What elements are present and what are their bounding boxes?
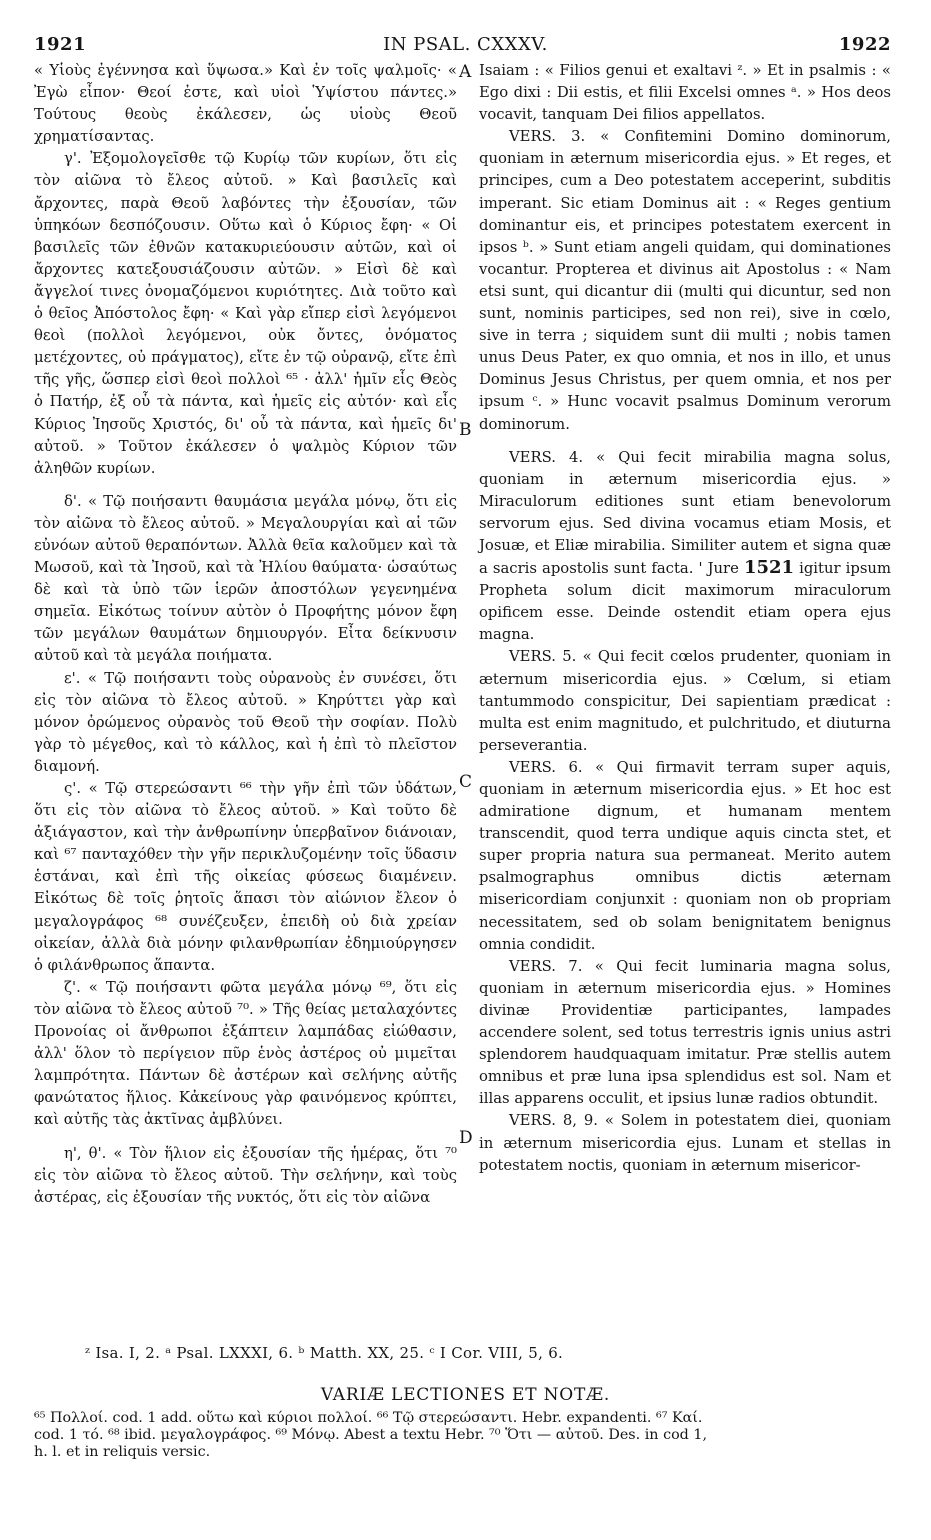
latin-paragraph-4: VERS. 5. « Qui fecit cœlos prudenter, quoniam in æternum misericordia ejus. » Cœlum, si etiam tantummodo conspicitur, Dei sapientiam prædicat : multa est enim magnitudo, et pulchritudo, et diuturna perseverantia. [479,648,891,754]
latin-column [479,60,891,1177]
latin-paragraph-3b: igitur ipsum Propheta solum dicit maximorum miraculorum opificem esse. Deinde ostendit etiam opera ejus magna. [479,560,891,644]
greek-paragraph-4: ε'. « Τῷ ποιήσαντι τοὺς οὐρανοὺς ἐν συνέσει, ὅτι εἰς τὸν αἰῶνα τὸ ἔλεος αὐτοῦ. » Κηρύττει γὰρ καὶ μόνον ὁρώμενος οὐρανὸς τοῦ Θεοῦ τὴν σοφίαν. Πολὺ γὰρ τὸ μέγεθος, καὶ τὸ κάλλος, καὶ ἡ ἐπὶ τὸ πλεῖστον διαμονή. [34,669,457,775]
greek-column [34,60,457,1209]
variae-lectiones-heading: VARIÆ LECTIONES ET NOTÆ. [320,1385,611,1405]
greek-paragraph-6: ζ'. « Τῷ ποιήσαντι φῶτα μεγάλα μόνῳ ⁶⁹, ὅτι εἰς τὸν αἰῶνα τὸ ἔλεος αὐτοῦ ⁷⁰. » Τῆς θείας μεταλαχόντες Προνοίας οἱ ἄνθρωποι ἐξάπτειν λαμπάδας εἰώθασιν, ἀλλ' ὅλον τὸ περίγειον πῦρ ἑνὸς ἀστέρος οὐ μιμεῖται λαμπρότητα. Πάντων δὲ ἀστέρων καὶ σελήνης αὐτῆς φανώτατος ἥλιος. Κἀκείνους γὰρ φαινόμενος κρύπτει, καὶ αὐτῆς τὰς ἀκτῖνας ἀμβλύνει. [34,978,457,1129]
latin-paragraph-7: VERS. 8, 9. « Solem in potestatem diei, quoniam in æternum misericordia ejus. Lunam et stellas in potestatem noctis, quoniam in æternum misericor- [479,1112,891,1174]
greek-paragraph-7: η', θ'. « Τὸν ἥλιον εἰς ἐξουσίαν τῆς ἡμέρας, ὅτι ⁷⁰ εἰς τὸν αἰῶνα τὸ ἔλεος αὐτοῦ. Τὴν σελήνην, καὶ τοὺς ἀστέρας, εἰς ἐξουσίαν τῆς νυκτός, ὅτι εἰς τὸν αἰῶνα [34,1144,457,1206]
greek-paragraph-1: « Υἱοὺς ἐγέννησα καὶ ὕψωσα.» Καὶ ἐν τοῖς ψαλμοῖς· « Ἐγὼ εἶπον· Θεοί ἐστε, καὶ υἱοὶ Ὑψίστου πάντες.» Τούτους θεοὺς ἐκάλεσεν, ὡς υἱοὺς Θεοῦ χρηματίσαντας. [34,62,457,146]
greek-paragraph-3: δ'. « Τῷ ποιήσαντι θαυμάσια μεγάλα μόνῳ, ὅτι εἰς τὸν αἰῶνα τὸ ἔλεος αὐτοῦ. » Μεγαλουργίαι καὶ αἱ τῶν εὐνόων αὐτοῦ θεραπόντων. Ἀλλὰ θεῖα καλοῦμεν καὶ τὰ Μωσοῦ, καὶ τὰ Ἰησοῦ, καὶ τὰ Ἠλίου θαύματα· ὡσαύτως δὲ καὶ τὰ ὑπὸ τῶν ἱερῶν ἀποστόλων γεγενημένα σημεῖα. Εἰκότως τοίνυν αὐτὸν ὁ Προφήτης μόνον ἔφη τῶν μεγάλων θαυμάτων δημιουργόν. Εἶτα δείκνυσιν αὐτοῦ καὶ τὰ μεγάλα ποιήματα. [34,492,457,665]
notes-line-3: h. l. et in reliquis versic. [34,1444,211,1460]
latin-paragraph-5: VERS. 6. « Qui firmavit terram super aquis, quoniam in æternum misericordia ejus. » Et hoc est admiratione dignum, et humanam mentem transcendit, quod terra undique aquis cincta stet, et super propria natura sua permaneat. Merito autem psalmographus omnibus dictis æternam misericordiam conjunxit : quoniam non ob propriam necessitatem, sed ob solam benignitatem benignus omnia condidit. [479,758,891,953]
greek-paragraph-5: ς'. « Τῷ στερεώσαντι ⁶⁶ τὴν γῆν ἐπὶ τῶν ὑδάτων, ὅτι εἰς τὸν αἰῶνα τὸ ἔλεος αὐτοῦ. » Καὶ τοῦτο δὲ ἀξιάγαστον, καὶ τὴν ἀνθρωπίνην ὑπερβαῖνον διάνοιαν, καὶ ⁶⁷ πανταχόθεν τὴν γῆν περικλυζομένην τοῖς ὕδασιν ἑστάναι, καὶ ἐπὶ τῆς οἰκείας φύσεως διαμένειν. Εἰκότως δὲ τοῖς ῥητοῖς ἅπασι τὸν αἰώνιον ἔλεον ὁ μεγαλογράφος ⁶⁸ συνέζευξεν, ἐπειδὴ οὐ διὰ χρείαν οἰκείαν, ἀλλὰ διὰ μόνην φιλανθρωπίαν ἐδημιούργησεν ὁ φιλάνθρωπος ἅπαντα. [34,780,457,974]
latin-paragraph-3 [479,447,891,647]
old-column-number: 1521 [743,557,795,579]
variae-lectiones-notes [34,1410,891,1461]
column-number-right: 1922 [838,34,891,55]
column-number-left: 1921 [34,34,87,55]
latin-paragraph-2: VERS. 3. « Confitemini Domino dominorum, quoniam in æternum misericordia ejus. » Et reges, et principes, cum a Deo potestatem acceperint, subditis imperant. Sic etiam Dominus ait : « Reges gentium dominantur eis, et principes potestatem exercent in ipsos ᵇ. » Sunt etiam angeli quidam, qui dominationes vocantur. Propterea et divinus ait Apostolus : « Nam etsi sunt, qui dicantur dii (multi qui dicuntur, sed non sunt, nominis participes, sed non rei), sive in cœlo, sive in terra ; siquidem sunt dii multi ; nobis tamen unus Deus Pater, ex quo omnia, et nos in illo, et unus Dominus Jesus Christus, per quem omnia, et nos per ipsum ᶜ. » Hunc vocavit psalmus Dominum verorum dominorum. [479,128,891,433]
margin-letter-b: B [459,420,472,440]
latin-paragraph-1: Isaiam : « Filios genui et exaltavi ᶻ. » Et in psalmis : « Ego dixi : Dii estis, et filii Excelsi omnes ᵃ. » Hos deos vocavit, tanquam Dei filios appellatos. [479,62,891,124]
running-title: IN PSAL. CXXXV. [383,34,548,55]
scripture-footnotes: ᶻ Isa. I, 2. ᵃ Psal. LXXXI, 6. ᵇ Matth. XX, 25. ᶜ I Cor. VIII, 5, 6. [85,1344,564,1362]
latin-paragraph-3a: VERS. 4. « Qui fecit mirabilia magna solus, quoniam in æternum misericordia ejus. » Miraculorum editiones sunt etiam benevolorum servorum ejus. Sed divina vocamus etiam Mosis, et Josuæ, et Eliæ mirabilia. Similiter autem et signa quæ a sacris apostolis sunt facta. ' Jure [479,448,891,578]
margin-letter-c: C [459,772,473,792]
greek-paragraph-2: γ'. Ἐξομολογεῖσθε τῷ Κυρίῳ τῶν κυρίων, ὅτι εἰς τὸν αἰῶνα τὸ ἔλεος αὐτοῦ. » Καὶ βασιλεῖς καὶ ἄρχοντες, παρὰ Θεοῦ λαβόντες τὴν ἐξουσίαν, τῶν ὑπηκόων δεσπόζουσιν. Οὕτω καὶ ὁ Κύριος ἔφη· « Οἱ βασιλεῖς τῶν ἐθνῶν κατακυριεύουσιν αὐτῶν, καὶ οἱ ἄρχοντες κατεξουσιάζουσιν αὐτῶν. » Εἰσὶ δὲ καὶ ἄγγελοί τινες ὀνομαζόμενοι κυριότητες. Διὰ τοῦτο καὶ ὁ θεῖος Ἀπόστολος ἔφη· « Καὶ γὰρ εἴπερ εἰσὶ λεγόμενοι θεοὶ (πολλοὶ λεγόμενοι, οὐκ ὄντες, ὀνόματος μετέχοντες, οὐ πράγματος), εἴτε ἐν τῷ οὐρανῷ, εἴτε ἐπὶ τῆς γῆς, ὥσπερ εἰσὶ θεοὶ πολλοὶ ⁶⁵ · ἀλλ' ἡμῖν εἷς Θεὸς ὁ Πατήρ, ἐξ οὗ τὰ πάντα, καὶ ἡμεῖς εἰς αὐτόν· καὶ εἷς Κύριος Ἰησοῦς Χριστός, δι' οὗ τὰ πάντα, καὶ ἡμεῖς δι' αὐτοῦ. » Τοῦτον ἐκάλεσεν ὁ ψαλμὸς Κύριον τῶν ἀληθῶν κυρίων. [34,150,457,477]
notes-line-1: ⁶⁵ Πολλοί. cod. 1 add. οὕτω καὶ κύριοι πολλοί. ⁶⁶ Τῷ στερεώσαντι. Hebr. expandenti. ⁶⁷ Καί. [34,1410,703,1426]
margin-letter-a: A [459,62,472,82]
latin-paragraph-6: VERS. 7. « Qui fecit luminaria magna solus, quoniam in æternum misericordia ejus. » Homines divinæ Providentiæ participantes, lampades accendere solent, sed totus terrestris ignis unius astri splendorem haudquaquam imitatur. Præ stellis autem omnibus et præ luna ipsa splendidus est sol. Nam et illas apparens occulit, et ipsius lunæ radios obtundit. [479,957,891,1108]
notes-line-2: cod. 1 τό. ⁶⁸ ibid. μεγαλογράφος. ⁶⁹ Μόνῳ. Abest a textu Hebr. ⁷⁰ Ὅτι — αὐτοῦ. Des. in cod 1, [34,1427,708,1443]
margin-letter-d: D [459,1128,473,1148]
